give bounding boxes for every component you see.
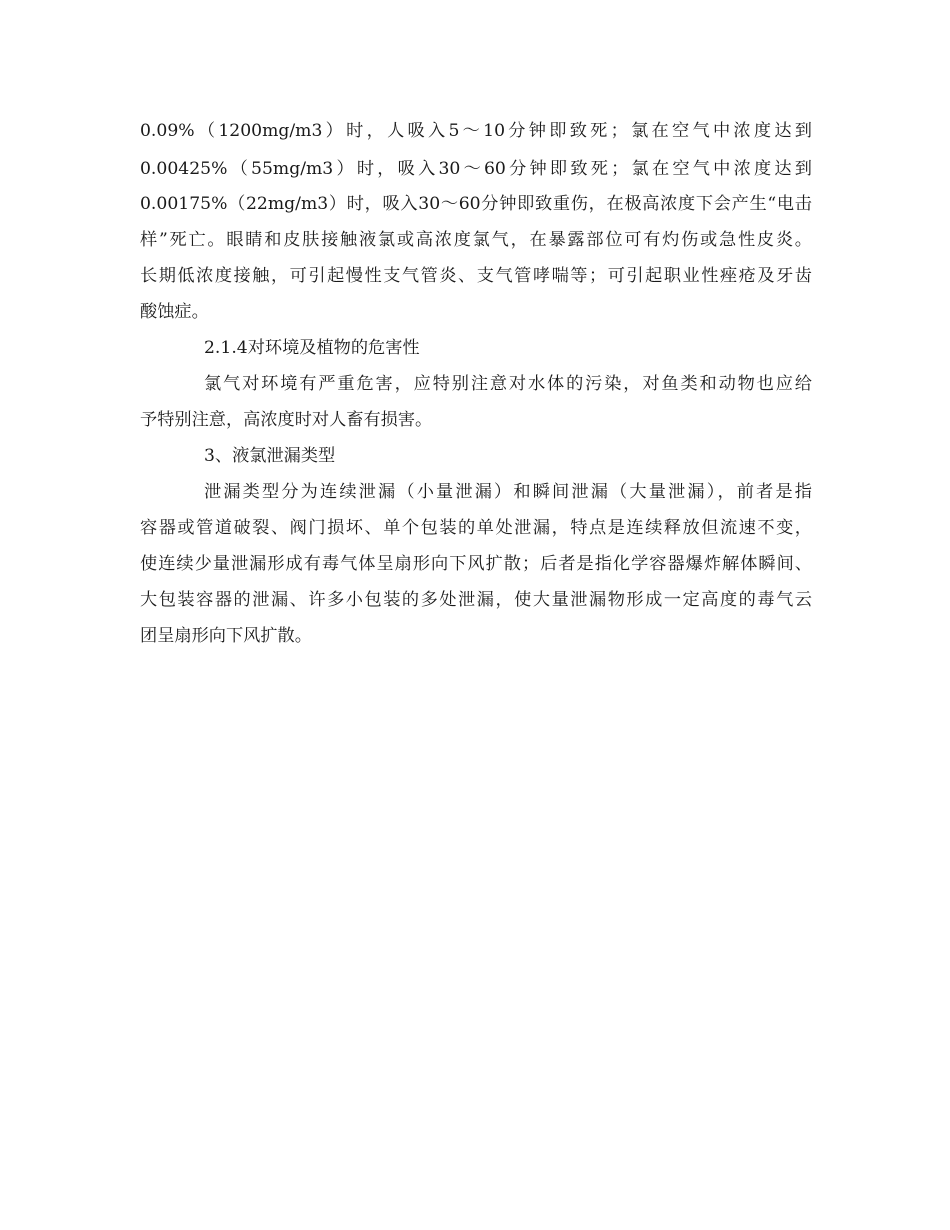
- paragraph-first-line: 泄漏类型分为连续泄漏（小量泄漏）和瞬间泄漏（大量泄漏），前者是指: [204, 482, 812, 502]
- body-text-line: 使连续少量泄漏形成有毒气体呈扇形向下风扩散；后者是指化学容器爆炸解体瞬间、: [140, 554, 812, 574]
- section-heading-2-1-4: 2.1.4对环境及植物的危害性: [204, 338, 420, 358]
- body-text-line: 酸蚀症。: [140, 302, 209, 322]
- paragraph-first-line: 氯气对环境有严重危害，应特别注意对水体的污染，对鱼类和动物也应给: [204, 374, 812, 394]
- body-text-line: 样”死亡。眼睛和皮肤接触液氯或高浓度氯气，在暴露部位可有灼伤或急性皮炎。: [140, 230, 812, 250]
- body-text-line: 团呈扇形向下风扩散。: [140, 626, 312, 646]
- section-heading-3: 3、液氯泄漏类型: [204, 446, 336, 466]
- body-text-line: 0.09%（1200mg/m3）时，人吸入5～10分钟即致死；氯在空气中浓度达到: [140, 121, 812, 141]
- body-text-line: 予特别注意，高浓度时对人畜有损害。: [140, 410, 433, 430]
- body-text-line: 0.00175%（22mg/m3）时，吸入30～60分钟即致重伤，在极高浓度下会产生“电击: [140, 194, 812, 214]
- body-text-line: 长期低浓度接触，可引起慢性支气管炎、支气管哮喘等；可引起职业性痤疮及牙齿: [140, 266, 812, 286]
- body-text-line: 容器或管道破裂、阀门损坏、单个包装的单处泄漏，特点是连续释放但流速不变，: [140, 518, 812, 538]
- body-text-line: 大包装容器的泄漏、许多小包装的多处泄漏，使大量泄漏物形成一定高度的毒气云: [140, 590, 812, 610]
- body-text-line: 0.00425%（55mg/m3）时，吸入30～60分钟即致死；氯在空气中浓度达到: [140, 159, 812, 179]
